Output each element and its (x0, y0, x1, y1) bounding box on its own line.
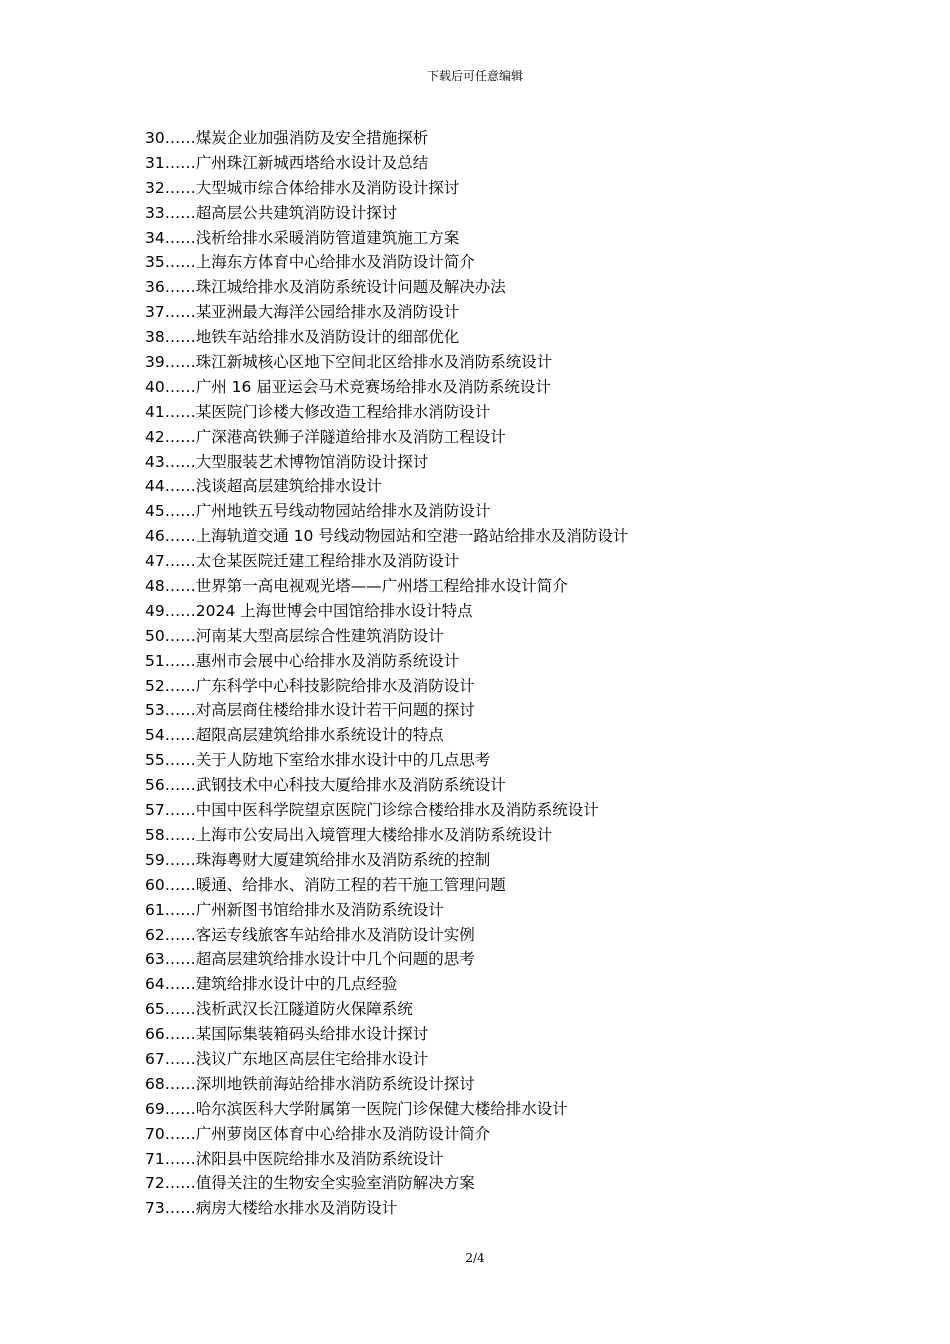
toc-item-number: 67 (145, 1049, 165, 1068)
toc-item (145, 997, 628, 1022)
toc-item-leader: …… (164, 228, 196, 247)
toc-item-leader: …… (164, 303, 196, 322)
toc-item-number: 48 (145, 577, 165, 596)
toc-item-title: 超高层公共建筑消防设计探讨 (195, 203, 398, 222)
toc-item-number: 34 (145, 228, 165, 247)
toc-item-leader: …… (164, 850, 196, 869)
toc-item-title: 某医院门诊楼大修改造工程给排水消防设计 (195, 402, 491, 421)
toc-item-number: 64 (145, 975, 165, 994)
toc-item-title: 中国中医科学院望京医院门诊综合楼给排水及消防系统设计 (195, 801, 599, 820)
toc-item-title: 世界第一高电视观光塔——广州塔工程给排水设计简介 (195, 577, 568, 596)
toc-item (145, 748, 628, 773)
toc-item-number: 33 (145, 203, 165, 222)
toc-item (145, 549, 628, 574)
toc-item (145, 1147, 628, 1172)
toc-item-leader: …… (164, 328, 196, 347)
toc-item (145, 126, 628, 151)
toc-item-leader: …… (164, 726, 196, 745)
toc-item (145, 226, 628, 251)
toc-item-number: 35 (145, 253, 165, 272)
toc-item (145, 1097, 628, 1122)
toc-item (145, 300, 628, 325)
toc-item-title: 广州萝岗区体育中心给排水及消防设计简介 (195, 1124, 491, 1143)
toc-item-leader: …… (164, 452, 196, 471)
toc-item (145, 698, 628, 723)
toc-item (145, 873, 628, 898)
toc-item (145, 972, 628, 997)
toc-item (145, 947, 628, 972)
toc-item-title: 上海轨道交通 10 号线动物园站和空港一路站给排水及消防设计 (195, 527, 629, 546)
toc-item-number: 65 (145, 1000, 165, 1019)
toc-item (145, 1171, 628, 1196)
toc-item-title: 太仓某医院迁建工程给排水及消防设计 (195, 552, 460, 571)
toc-item (145, 1047, 628, 1072)
toc-item (145, 674, 628, 699)
toc-item-title: 深圳地铁前海站给排水消防系统设计探讨 (195, 1074, 475, 1093)
toc-item-leader: …… (164, 377, 196, 396)
toc-item-leader: …… (164, 601, 196, 620)
toc-item (145, 823, 628, 848)
toc-item-leader: …… (164, 1174, 196, 1193)
toc-item-number: 61 (145, 900, 165, 919)
toc-item-title: 浅谈超高层建筑给排水设计 (195, 477, 382, 496)
toc-item (145, 723, 628, 748)
toc-item-number: 38 (145, 328, 165, 347)
toc-item-leader: …… (164, 153, 196, 172)
toc-item-title: 珠江新城核心区地下空间北区给排水及消防系统设计 (195, 353, 553, 372)
toc-item-title: 沭阳县中医院给排水及消防系统设计 (195, 1149, 444, 1168)
toc-item-number: 41 (145, 402, 165, 421)
toc-item-leader: …… (164, 825, 196, 844)
toc-item-title: 浅议广东地区高层住宅给排水设计 (195, 1049, 429, 1068)
toc-item-leader: …… (164, 950, 196, 969)
toc-item-leader: …… (164, 1000, 196, 1019)
toc-item-leader: …… (164, 1199, 196, 1218)
page-header: 下载后可任意编辑 (426, 69, 523, 83)
toc-item-leader: …… (164, 626, 196, 645)
toc-item-number: 40 (145, 377, 165, 396)
toc-item-number: 42 (145, 427, 165, 446)
toc-item-title: 客运专线旅客车站给排水及消防设计实例 (195, 925, 475, 944)
toc-item-number: 45 (145, 502, 165, 521)
toc-item-title: 关于人防地下室给水排水设计中的几点思考 (195, 751, 491, 770)
toc-item-number: 43 (145, 452, 165, 471)
toc-item-title: 对高层商住楼给排水设计若干问题的探讨 (195, 701, 475, 720)
toc-item-title: 上海东方体育中心给排水及消防设计简介 (195, 253, 475, 272)
toc-item (145, 350, 628, 375)
toc-item-leader: …… (164, 801, 196, 820)
toc-item-title: 大型服装艺术博物馆消防设计探讨 (195, 452, 429, 471)
toc-item-title: 广州地铁五号线动物园站给排水及消防设计 (195, 502, 491, 521)
toc-item-leader: …… (164, 1124, 196, 1143)
toc-item-number: 47 (145, 552, 165, 571)
toc-item-leader: …… (164, 701, 196, 720)
toc-item-leader: …… (164, 1149, 196, 1168)
toc-item-number: 63 (145, 950, 165, 969)
toc-item (145, 848, 628, 873)
toc-item (145, 450, 628, 475)
toc-item-number: 54 (145, 726, 165, 745)
toc-item-number: 72 (145, 1174, 165, 1193)
toc-item (145, 1196, 628, 1221)
toc-item-number: 52 (145, 676, 165, 695)
toc-item (145, 1072, 628, 1097)
toc-item-title: 珠海粤财大厦建筑给排水及消防系统的控制 (195, 850, 491, 869)
toc-item-title: 惠州市会展中心给排水及消防系统设计 (195, 651, 460, 670)
toc-item-number: 49 (145, 601, 165, 620)
toc-item (145, 574, 628, 599)
toc-item-leader: …… (164, 203, 196, 222)
toc-item-leader: …… (164, 402, 196, 421)
toc-item-leader: …… (164, 651, 196, 670)
toc-item-leader: …… (164, 1049, 196, 1068)
toc-item-number: 37 (145, 303, 165, 322)
toc-item-number: 66 (145, 1025, 165, 1044)
toc-item (145, 250, 628, 275)
toc-item-leader: …… (164, 477, 196, 496)
toc-item (145, 325, 628, 350)
toc-item (145, 425, 628, 450)
toc-item-title: 某国际集装箱码头给排水设计探讨 (195, 1025, 429, 1044)
toc-item-title: 武钢技术中心科技大厦给排水及消防系统设计 (195, 776, 506, 795)
toc-item-title: 广东科学中心科技影院给排水及消防设计 (195, 676, 475, 695)
toc-item-number: 57 (145, 801, 165, 820)
toc-item (145, 524, 628, 549)
toc-item (145, 201, 628, 226)
toc-item-leader: …… (164, 253, 196, 272)
toc-item-number: 30 (145, 129, 165, 147)
toc-item-leader: …… (164, 1074, 196, 1093)
toc-item-leader: …… (164, 875, 196, 894)
toc-item-leader: …… (164, 925, 196, 944)
toc-item (145, 1122, 628, 1147)
toc-item-title: 暖通、给排水、消防工程的若干施工管理问题 (195, 875, 506, 894)
toc-item-leader: …… (164, 776, 196, 795)
toc-item (145, 624, 628, 649)
toc-item-number: 60 (145, 875, 165, 894)
toc-item-number: 50 (145, 626, 165, 645)
toc-item (145, 400, 628, 425)
toc-item-title: 河南某大型高层综合性建筑消防设计 (195, 626, 444, 645)
toc-item-title: 病房大楼给水排水及消防设计 (195, 1199, 398, 1218)
toc-item-number: 62 (145, 925, 165, 944)
toc-item-number: 68 (145, 1074, 165, 1093)
toc-item-leader: …… (164, 129, 196, 147)
toc-item-title: 2024 上海世博会中国馆给排水设计特点 (195, 601, 473, 620)
toc-item-leader: …… (164, 676, 196, 695)
toc-item-number: 53 (145, 701, 165, 720)
toc-item (145, 798, 628, 823)
toc-item-number: 31 (145, 153, 165, 172)
toc-item-number: 58 (145, 825, 165, 844)
toc-item (145, 649, 628, 674)
table-of-contents (145, 126, 628, 1221)
toc-item-title: 地铁车站给排水及消防设计的细部优化 (195, 328, 460, 347)
toc-item (145, 898, 628, 923)
toc-item-leader: …… (164, 278, 196, 297)
toc-item-leader: …… (164, 552, 196, 571)
toc-item-number: 55 (145, 751, 165, 770)
toc-item-number: 56 (145, 776, 165, 795)
toc-item-title: 哈尔滨医科大学附属第一医院门诊保健大楼给排水设计 (195, 1099, 568, 1118)
toc-item-number: 46 (145, 527, 165, 546)
toc-item-leader: …… (164, 900, 196, 919)
toc-item (145, 151, 628, 176)
toc-item (145, 275, 628, 300)
toc-item (145, 773, 628, 798)
toc-item-title: 珠江城给排水及消防系统设计问题及解决办法 (195, 278, 506, 297)
toc-item-title: 浅析给排水采暖消防管道建筑施工方案 (195, 228, 460, 247)
toc-item-number: 59 (145, 850, 165, 869)
toc-item-title: 广州珠江新城西塔给水设计及总结 (195, 153, 429, 172)
toc-item-leader: …… (164, 353, 196, 372)
toc-item-number: 51 (145, 651, 165, 670)
toc-item (145, 176, 628, 201)
toc-item-leader: …… (164, 178, 196, 197)
toc-item-leader: …… (164, 975, 196, 994)
toc-item-title: 某亚洲最大海洋公园给排水及消防设计 (195, 303, 460, 322)
toc-item-title: 值得关注的生物安全实验室消防解决方案 (195, 1174, 475, 1193)
toc-item (145, 474, 628, 499)
toc-item-number: 70 (145, 1124, 165, 1143)
toc-item-leader: …… (164, 751, 196, 770)
toc-item-title: 浅析武汉长江隧道防火保障系统 (195, 1000, 413, 1019)
toc-item-number: 44 (145, 477, 165, 496)
toc-item-title: 大型城市综合体给排水及消防设计探讨 (195, 178, 460, 197)
toc-item-title: 广州 16 届亚运会马术竞赛场给排水及消防系统设计 (195, 377, 551, 396)
toc-item-number: 36 (145, 278, 165, 297)
toc-item (145, 599, 628, 624)
toc-item (145, 923, 628, 948)
toc-item-leader: …… (164, 502, 196, 521)
toc-item-leader: …… (164, 577, 196, 596)
toc-item-title: 煤炭企业加强消防及安全措施探析 (195, 129, 429, 147)
toc-item (145, 375, 628, 400)
toc-item (145, 1022, 628, 1047)
toc-item-leader: …… (164, 1099, 196, 1118)
toc-item (145, 499, 628, 524)
toc-item-leader: …… (164, 427, 196, 446)
toc-item-leader: …… (164, 1025, 196, 1044)
toc-item-title: 超高层建筑给排水设计中几个问题的思考 (195, 950, 475, 969)
toc-item-title: 广州新图书馆给排水及消防系统设计 (195, 900, 444, 919)
toc-item-title: 上海市公安局出入境管理大楼给排水及消防系统设计 (195, 825, 553, 844)
toc-item-number: 73 (145, 1199, 165, 1218)
toc-item-leader: …… (164, 527, 196, 546)
toc-item-title: 超限高层建筑给排水系统设计的特点 (195, 726, 444, 745)
toc-item-number: 32 (145, 178, 165, 197)
page-number: 2/4 (465, 1251, 485, 1265)
toc-item-title: 建筑给排水设计中的几点经验 (195, 975, 398, 994)
toc-item-number: 69 (145, 1099, 165, 1118)
toc-item-title: 广深港高铁狮子洋隧道给排水及消防工程设计 (195, 427, 506, 446)
toc-item-number: 39 (145, 353, 165, 372)
toc-item-number: 71 (145, 1149, 165, 1168)
